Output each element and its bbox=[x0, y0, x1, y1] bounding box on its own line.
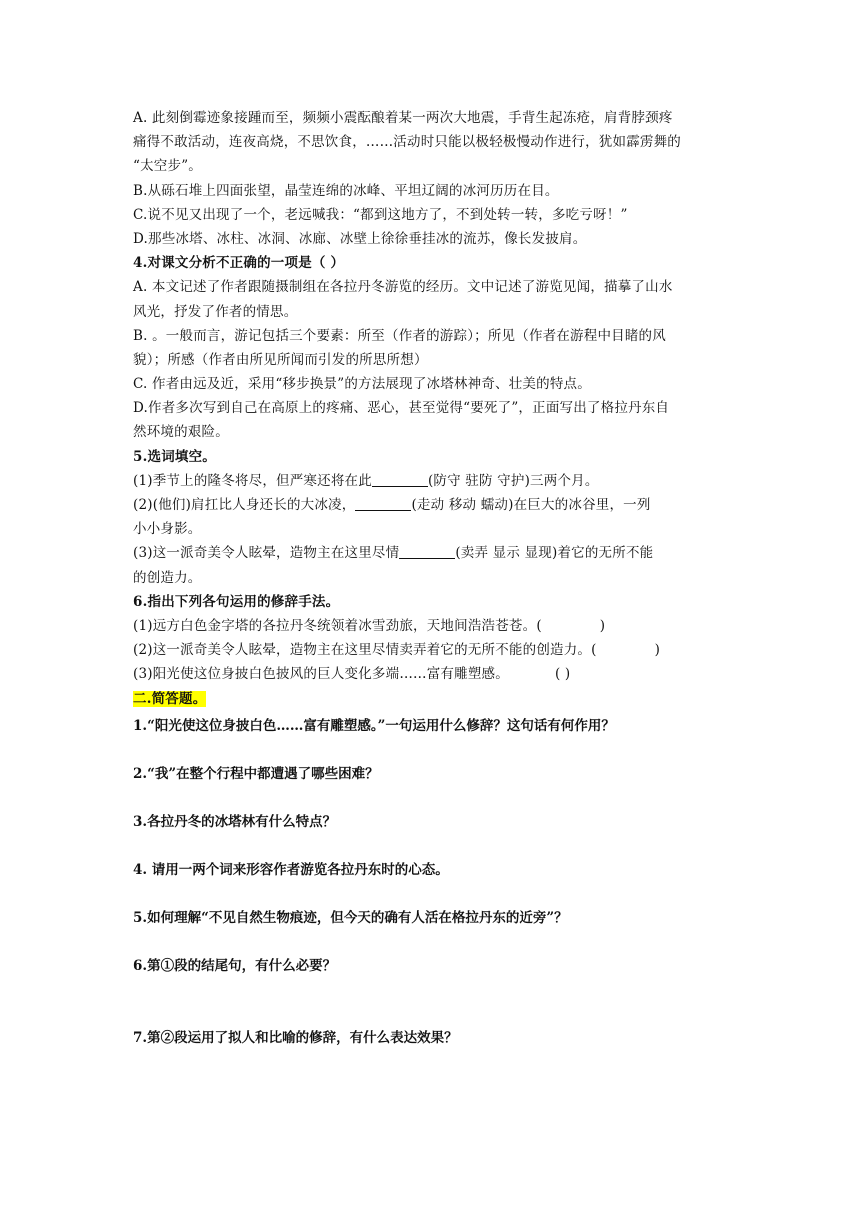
q5-item-1-text: (1)季节上的隆冬将尽，但严寒还将在此 bbox=[133, 472, 372, 489]
short-answer-q2: 2.“我”在整个行程中都遭遇了哪些困难？ bbox=[133, 765, 379, 782]
q4-option-d-line1: D.作者多次写到自己在高原上的疼痛、恶心，甚至觉得“要死了”，正面写出了格拉丹东自 bbox=[133, 400, 670, 417]
q5-title: 5.选词填空。 bbox=[133, 448, 216, 465]
q3-option-a-line3: “太空步”。 bbox=[133, 158, 203, 175]
q4-option-b-line2: 貌）；所感（作者由所见所闻而引发的所思所想） bbox=[133, 351, 428, 368]
q5-item-3-options: (卖弄 显示 显现)着它的无所不能 bbox=[455, 545, 654, 562]
q6-item-2 bbox=[133, 638, 733, 662]
q5-item-3 bbox=[133, 541, 733, 565]
q3-option-d: D.那些冰塔、冰柱、冰洞、冰廊、冰壁上徐徐垂挂冰的流苏，像长发披肩。 bbox=[133, 230, 587, 247]
q6-item-1-close: ) bbox=[599, 617, 606, 634]
q3-option-a-line1: A. 此刻倒霉迹象接踵而至，频频小震酝酿着某一两次大地震，手背生起冻疮，肩背脖颈疼 bbox=[133, 110, 673, 126]
fill-blank[interactable] bbox=[355, 496, 411, 511]
short-answer-q6: 6.第①段的结尾句，有什么必要？ bbox=[133, 957, 337, 974]
q6-item-3-paren: ( ) bbox=[554, 666, 571, 683]
q5-item-1-options: (防守 驻防 守护)三两个月。 bbox=[427, 472, 599, 489]
short-answer-q3: 3.各拉丹冬的冰塔林有什么特点？ bbox=[133, 813, 337, 830]
q4-option-b-line1: B. 。一般而言，游记包括三个要素：所至（作者的游踪）；所见（作者在游程中目睹的风 bbox=[133, 327, 666, 344]
q5-item-2-text: (2)(他们)肩扛比人身还长的大冰凌， bbox=[133, 497, 356, 513]
q5-item-3-text: (3)这一派奇美令人眩晕，造物主在这里尽情 bbox=[133, 545, 400, 562]
q3-option-b: B.从砾石堆上四面张望，晶莹连绵的冰峰、平坦辽阔的冰河历历在目。 bbox=[133, 182, 559, 199]
q5-item-2 bbox=[133, 493, 733, 517]
worksheet-body bbox=[0, 106, 860, 1050]
q6-item-2-text: (2)这一派奇美令人眩晕，造物主在这里尽情卖弄着它的无所不能的创造力。( bbox=[133, 642, 597, 659]
section-2-title: 二.简答题。 bbox=[133, 690, 207, 707]
q5-item-1 bbox=[133, 469, 733, 493]
q3-option-a-line2: 痛得不敢活动，连夜高烧，不思饮食，……活动时只能以极轻极慢动作进行，犹如霹雳舞的 bbox=[133, 134, 681, 151]
short-answer-q7: 7.第②段运用了拟人和比喻的修辞，有什么表达效果？ bbox=[133, 1029, 458, 1046]
q6-item-1-text: (1)远方白色金字塔的各拉丹冬统领着冰雪劲旅，天地间浩浩苍苍。( bbox=[133, 617, 542, 634]
short-answer-q1: 1.“阳光使这位身披白色……富有雕塑感。”一句运用什么修辞？这句话有何作用？ bbox=[133, 717, 615, 734]
q6-item-3-text: (3)阳光使这位身披白色披风的巨人变化多端……富有雕塑感。 bbox=[133, 666, 509, 683]
q6-item-3 bbox=[133, 662, 733, 686]
fill-blank[interactable] bbox=[399, 544, 455, 559]
q3-option-c: C.说不见又出现了一个，老远喊我：“都到这地方了，不到处转一转，多吃亏呀！” bbox=[133, 206, 628, 223]
q5-item-3-cont: 的创造力。 bbox=[133, 569, 202, 586]
q5-item-2-options: (走动 移动 蠕动)在巨大的冰谷里，一列 bbox=[411, 497, 651, 513]
q6-item-2-close: ) bbox=[654, 642, 661, 659]
q4-option-a-line2: 风光，抒发了作者的情思。 bbox=[133, 303, 298, 320]
q6-item-1 bbox=[133, 614, 733, 638]
section-2-heading bbox=[133, 687, 733, 711]
q4-option-d-line2: 然环境的艰险。 bbox=[133, 424, 229, 441]
short-answer-q5: 5.如何理解“不见自然生物痕迹，但今天的确有人活在格拉丹东的近旁”？ bbox=[133, 909, 568, 926]
q6-title: 6.指出下列各句运用的修辞手法。 bbox=[133, 593, 340, 610]
short-answer-q4: 4. 请用一两个词来形容作者游览各拉丹东时的心态。 bbox=[133, 861, 449, 878]
q4-option-a-line1: A. 本文记述了作者跟随摄制组在各拉丹冬游览的经历。文中记述了游览见闻，描摹了山水 bbox=[133, 279, 673, 296]
fill-blank[interactable] bbox=[372, 472, 428, 487]
q5-item-2-cont: 小小身影。 bbox=[133, 521, 202, 538]
q4-option-c: C. 作者由远及近，采用“移步换景”的方法展现了冰塔林神奇、壮美的特点。 bbox=[133, 376, 591, 393]
q4-title: 4.对课文分析不正确的一项是（ ） bbox=[133, 255, 345, 272]
